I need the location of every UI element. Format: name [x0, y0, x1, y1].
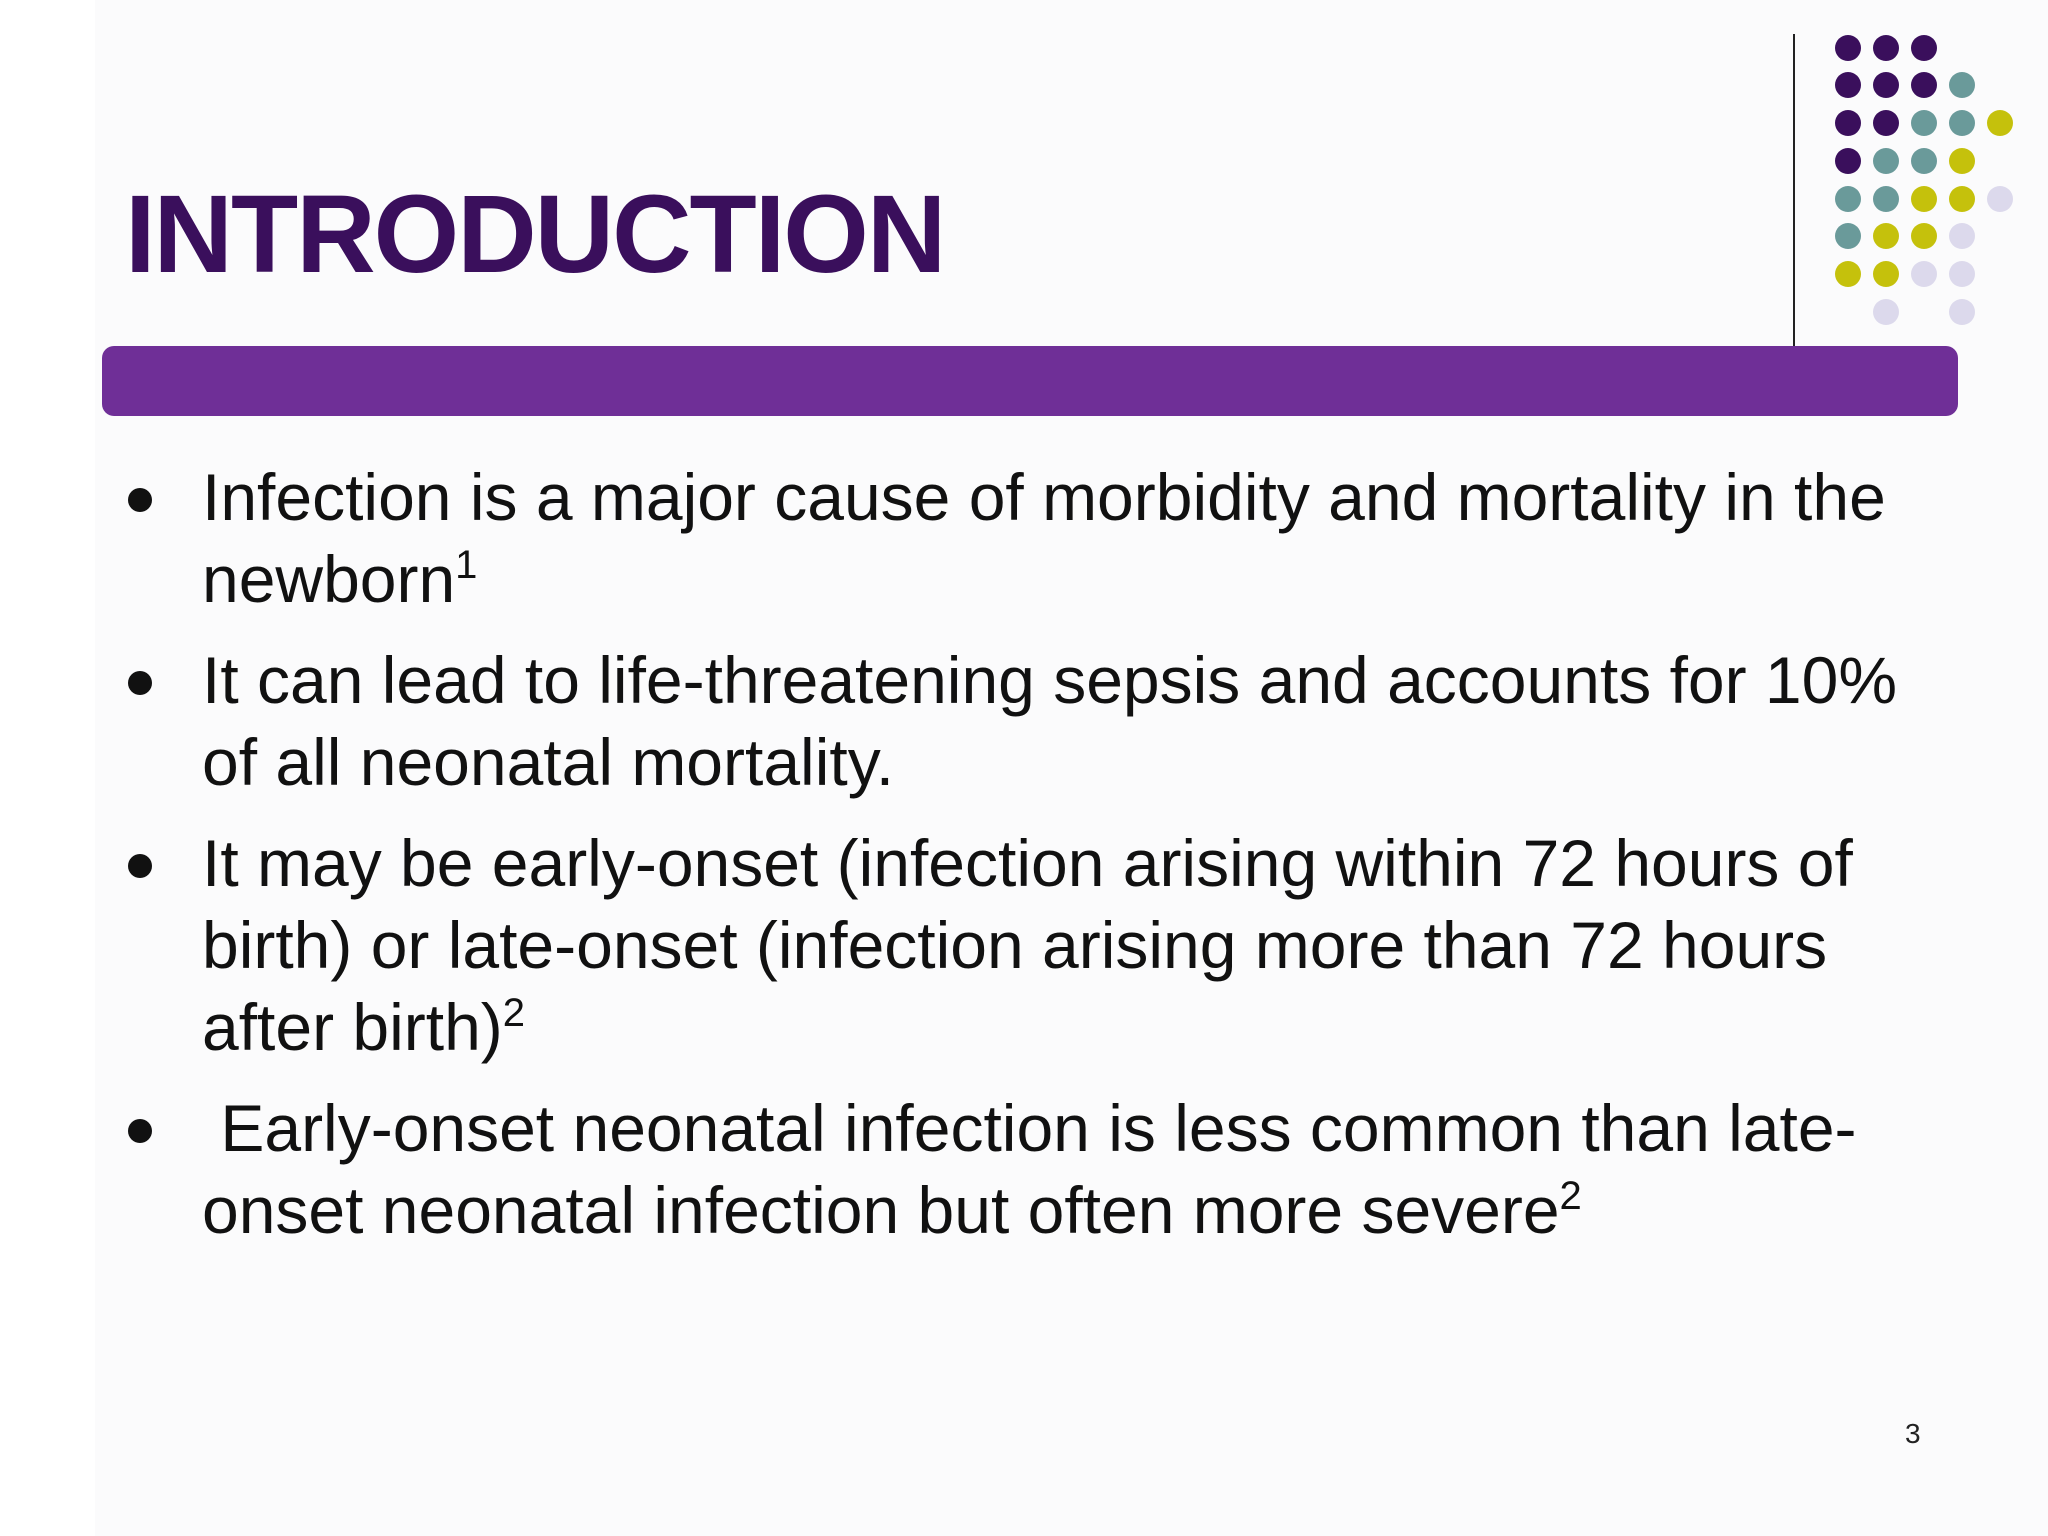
bullet-dot-icon: [128, 488, 152, 512]
bullet-dot-icon: [128, 1119, 152, 1143]
slide-title: INTRODUCTION: [125, 173, 945, 296]
decor-dot: [1911, 148, 1937, 174]
decor-dot: [1911, 72, 1937, 98]
bullet-text: It can lead to life-threatening sepsis and accounts for 10% of all neonatal mortality.: [202, 643, 1916, 799]
bullet-list: [128, 456, 1968, 1270]
bullet-item: [128, 822, 1968, 1068]
decor-dot: [1873, 299, 1899, 325]
decor-dot: [1949, 72, 1975, 98]
bullet-text: Early-onset neonatal infection is less common than late-onset neonatal infection but often more severe: [202, 1091, 1857, 1247]
decor-dot: [1873, 35, 1899, 61]
decor-dot: [1911, 186, 1937, 212]
footnote-marker: 1: [455, 543, 478, 587]
footnote-marker: 2: [502, 991, 526, 1035]
decor-dot: [1873, 223, 1899, 249]
decor-dot: [1835, 148, 1861, 174]
decor-dot: [1987, 186, 2013, 212]
decor-dot: [1949, 299, 1975, 325]
bullet-dot-icon: [128, 854, 152, 878]
decor-dot: [1911, 223, 1937, 249]
decor-dot: [1949, 186, 1975, 212]
decor-dot: [1835, 223, 1861, 249]
decor-dot: [1949, 148, 1975, 174]
bullet-item: [128, 639, 1968, 803]
decor-dot: [1835, 186, 1861, 212]
decor-dot: [1873, 261, 1899, 287]
bullet-dot-icon: [128, 671, 152, 695]
bullet-item: [128, 1087, 1968, 1251]
decor-dot: [1873, 186, 1899, 212]
bullet-text: Infection is a major cause of morbidity and mortality in the newborn: [202, 460, 1905, 616]
decor-dot: [1835, 110, 1861, 136]
vertical-divider: [1793, 34, 1795, 348]
decor-dot: [1911, 261, 1937, 287]
decor-dot: [1835, 261, 1861, 287]
bullet-text: It may be early-onset (infection arising within 72 hours of birth) or late-onset (infection arising more than 72 hours after birth): [202, 826, 1872, 1064]
decor-dot: [1949, 223, 1975, 249]
decor-dot: [1835, 35, 1861, 61]
slide-number: 3: [1905, 1418, 1921, 1449]
decor-dot: [1911, 110, 1937, 136]
title-underline-bar: [102, 346, 1958, 416]
decor-dot: [1949, 261, 1975, 287]
decor-dot: [1835, 72, 1861, 98]
footnote-marker: 2: [1559, 1174, 1582, 1218]
bullet-item: [128, 456, 1968, 620]
decor-dot: [1873, 72, 1899, 98]
decor-dot: [1911, 35, 1937, 61]
decor-dot: [1873, 110, 1899, 136]
decor-dot: [1949, 110, 1975, 136]
decor-dot: [1873, 148, 1899, 174]
decor-dot: [1987, 110, 2013, 136]
